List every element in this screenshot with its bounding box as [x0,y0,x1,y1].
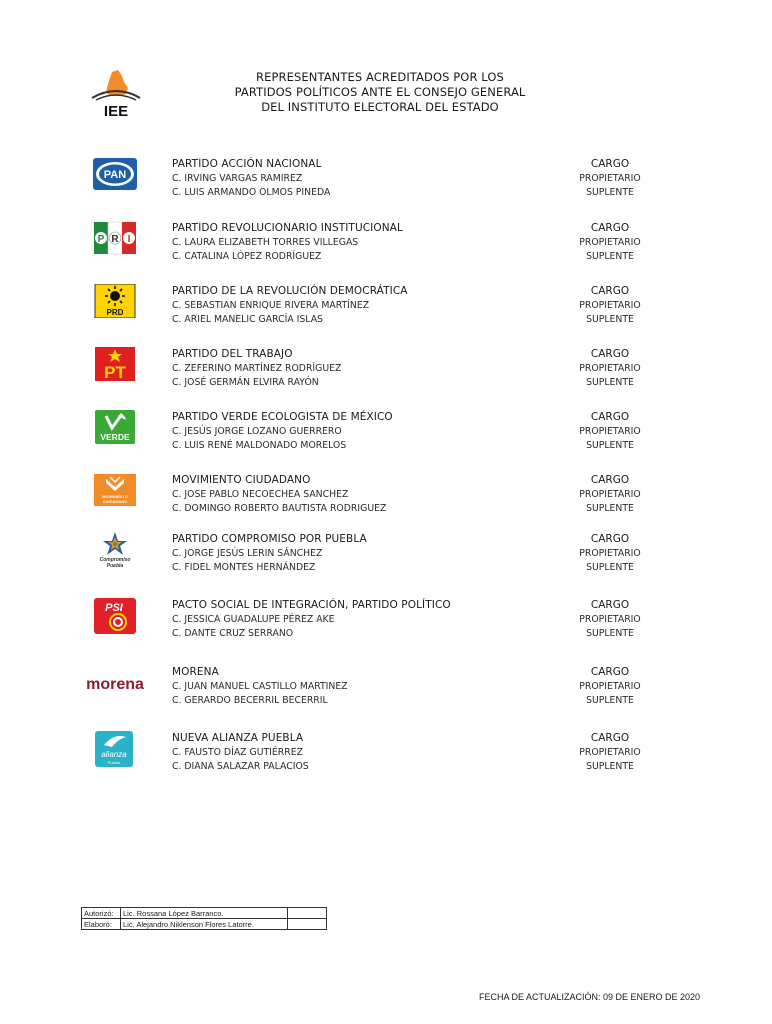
cargo-header: CARGO [590,285,630,297]
svg-text:alianza: alianza [101,750,127,759]
cargo-header: CARGO [590,348,630,360]
rep-suplente: C. FIDEL MONTES HERNÁNDEZ [172,562,316,573]
cargo-value: SUPLENTE [586,440,634,451]
svg-text:I: I [127,234,131,245]
rep-suplente: C. LUIS ARMANDO OLMOS PINEDA [172,187,331,198]
nueva-alianza-logo [92,731,138,765]
prd-logo [92,284,138,318]
cargo-value: PROPIETARIO [579,300,641,311]
page-title [200,70,560,115]
party-name: PACTO SOCIAL DE INTEGRACIÓN, PARTIDO POLÍTICO [172,599,451,611]
rep-propietario: C. IRVING VARGAS RAMIREZ [172,173,303,184]
cargo-header: CARGO [590,158,630,170]
title-line-1: REPRESENTANTES ACREDITADOS POR LOS [256,70,504,84]
rep-suplente: C. ARIEL MANELIC GARCÍA ISLAS [172,314,323,325]
rep-suplente: C. LUIS RENÉ MALDONADO MORELOS [172,440,347,451]
rep-suplente: C. CATALINA LÓPEZ RODRÍGUEZ [172,251,322,262]
party-block-nueva-alianza [0,732,772,782]
party-block-verde [0,411,772,461]
rep-suplente: C. JOSÉ GERMÁN ELVIRA RAYÓN [172,377,319,388]
cargo-value: SUPLENTE [586,695,634,706]
rep-propietario: C. JESSICA GUADALUPE PÉREZ AKE [172,614,335,625]
party-name: MOVIMIENTO CIUDADANO [172,474,311,486]
cargo-value: PROPIETARIO [579,548,641,559]
cargo-value: PROPIETARIO [579,747,641,758]
svg-text:Compromiso: Compromiso [99,557,131,563]
rep-propietario: C. JOSE PABLO NECOECHEA SANCHEZ [172,489,349,500]
party-block-pri [0,222,772,272]
party-block-pan [0,158,772,208]
rep-propietario: C. SEBASTIAN ENRIQUE RIVERA MARTÍNEZ [172,300,370,311]
cargo-value: PROPIETARIO [579,681,641,692]
rep-suplente: C. DANTE CRUZ SERRANO [172,628,294,639]
signoff-row-elaboro [82,919,327,930]
rep-propietario: C. JUAN MANUEL CASTILLO MARTINEZ [172,681,348,692]
party-name: MORENA [172,666,219,678]
rep-propietario: C. FAUSTO DÍAZ GUTIÉRREZ [172,747,303,758]
svg-text:PRD: PRD [106,308,124,317]
cargo-value: PROPIETARIO [579,426,641,437]
title-line-2: PARTIDOS POLÍTICOS ANTE EL CONSEJO GENERAL [234,85,526,99]
cargo-value: PROPIETARIO [579,614,641,625]
svg-text:IEE: IEE [103,103,129,120]
svg-text:MOVIMIENTO: MOVIMIENTO [102,494,128,499]
morena-logo [84,665,146,699]
party-name: PARTIDO ACCIÓN NACIONAL [172,158,322,170]
cargo-value: SUPLENTE [586,503,634,514]
party-name: PARTIDO DE LA REVOLUCIÓN DEMOCRÁTICA [172,285,408,297]
cargo-header: CARGO [590,222,630,234]
elaboro-label: Elaboró: [82,919,121,930]
svg-text:PT: PT [104,363,126,381]
party-name: PARTIDO COMPROMISO POR PUEBLA [172,533,367,545]
autorizo-signature [288,908,327,919]
autorizo-label: Autorizó: [82,908,121,919]
psi-logo [92,598,138,632]
cargo-header: CARGO [590,666,630,678]
cargo-header: CARGO [590,732,630,744]
svg-text:morena: morena [86,676,144,693]
party-name: PARTIDO VERDE ECOLOGISTA DE MÉXICO [172,411,393,423]
svg-text:P: P [97,234,105,245]
svg-text:VERDE: VERDE [100,432,130,442]
elaboro-name: Lic. Alejandro Niklenson Flores Latorre. [121,919,288,930]
svg-text:Puebla: Puebla [106,563,124,568]
mc-logo [92,473,138,507]
cargo-value: PROPIETARIO [579,173,641,184]
svg-text:CIUDADANO: CIUDADANO [102,499,128,504]
rep-propietario: C. ZEFERINO MARTÍNEZ RODRÍGUEZ [172,363,342,374]
party-name: NUEVA ALIANZA PUEBLA [172,732,304,744]
elaboro-signature [288,919,327,930]
cargo-header: CARGO [590,599,630,611]
cargo-header: CARGO [590,411,630,423]
rep-suplente: C. GERARDO BECERRIL BECERRIL [172,695,328,706]
party-name: PARTIDO DEL TRABAJO [172,348,293,360]
cargo-value: PROPIETARIO [579,237,641,248]
cargo-value: PROPIETARIO [579,363,641,374]
pan-logo [92,157,138,191]
rep-propietario: C. LAURA ELIZABETH TORRES VILLEGAS [172,237,359,248]
party-block-compromiso [0,533,772,583]
signoff-row-autorizo [82,908,327,919]
cargo-header: CARGO [590,474,630,486]
cargo-value: SUPLENTE [586,314,634,325]
autorizo-name: Lic. Rossana López Barranco. [121,908,288,919]
svg-text:PSI: PSI [105,602,123,614]
svg-text:PAN: PAN [103,169,127,181]
party-block-prd [0,285,772,335]
cargo-value: SUPLENTE [586,628,634,639]
rep-suplente: C. DIANA SALAZAR PALACIOS [172,761,309,772]
cargo-value: PROPIETARIO [579,489,641,500]
rep-suplente: C. DOMINGO ROBERTO BAUTISTA RODRIGUEZ [172,503,387,514]
fecha-actualizacion: FECHA DE ACTUALIZACIÓN: 09 DE ENERO DE 2020 [479,992,701,1002]
party-block-pt [0,348,772,398]
cargo-value: SUPLENTE [586,251,634,262]
rep-propietario: C. JESÚS JORGE LOZANO GUERRERO [172,426,342,437]
pri-logo [92,221,138,255]
party-block-morena [0,666,772,716]
party-name: PARTIDO REVOLUCIONARIO INSTITUCIONAL [172,222,403,234]
verde-logo [92,410,138,444]
pt-logo [92,347,138,381]
cargo-value: SUPLENTE [586,377,634,388]
party-block-psi [0,599,772,649]
svg-text:Puebla: Puebla [107,760,121,765]
svg-text:R: R [111,234,119,245]
cargo-value: SUPLENTE [586,187,634,198]
cargo-header: CARGO [590,533,630,545]
cargo-value: SUPLENTE [586,761,634,772]
compromiso-logo [92,532,138,566]
title-line-3: DEL INSTITUTO ELECTORAL DEL ESTADO [261,100,499,114]
signoff-table [81,907,327,930]
rep-propietario: C. JORGE JESÚS LERIN SÁNCHEZ [172,548,323,559]
iee-logo [86,70,146,120]
cargo-value: SUPLENTE [586,562,634,573]
party-block-mc [0,474,772,524]
